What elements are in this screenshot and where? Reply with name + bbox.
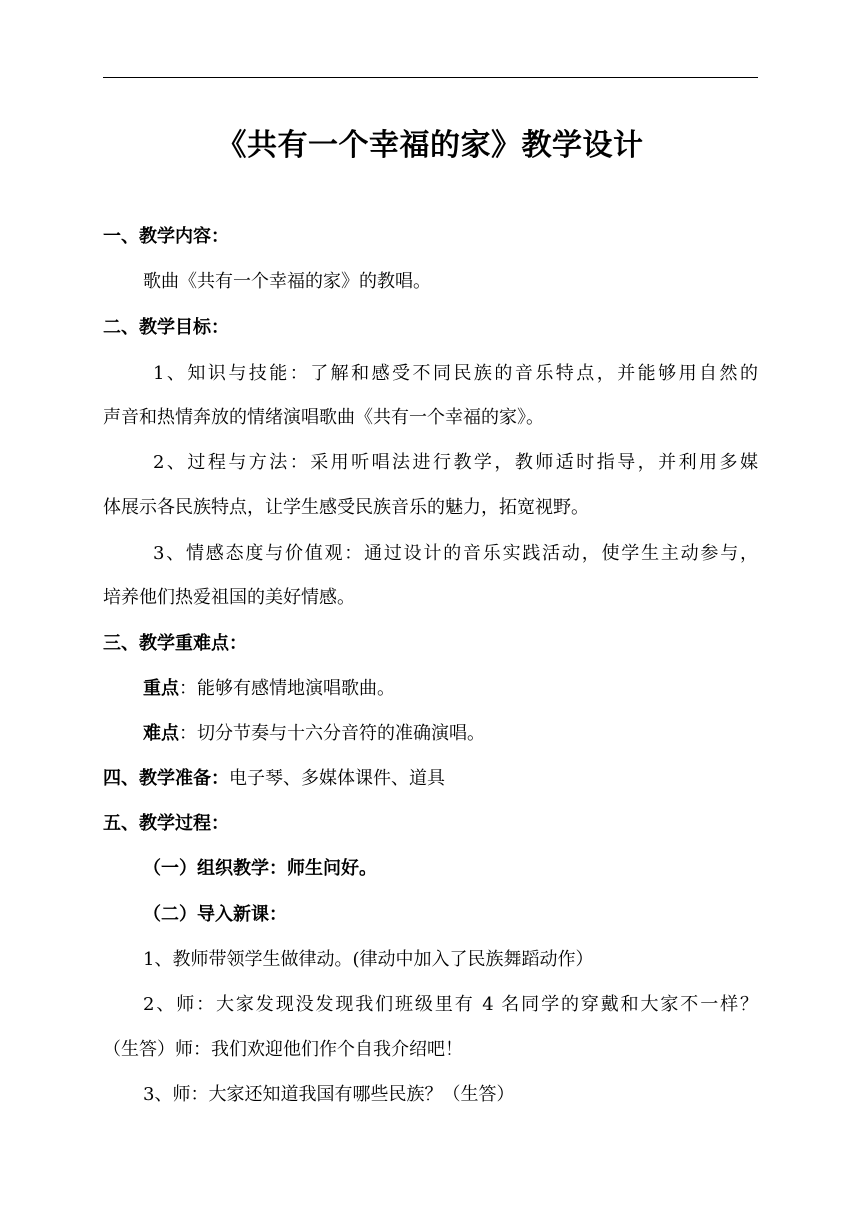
goal-3-line-1: 3、情感态度与价值观：通过设计的音乐实践活动，使学生主动参与， (153, 543, 758, 564)
focus-text: ：能够有感情地演唱歌曲。 (179, 678, 395, 699)
focus-label: 重点 (143, 678, 179, 699)
difficulty-text: ：切分节奏与十六分音符的准确演唱。 (179, 723, 485, 744)
difficulty-line (143, 722, 803, 746)
heading-teaching-goals: 二、教学目标： (103, 317, 229, 338)
preparation-text: 电子琴、多媒体课件、道具 (229, 768, 445, 789)
goal-1-line-1: 1、知识与技能：了解和感受不同民族的音乐特点，并能够用自然的 (153, 363, 758, 384)
heading-teaching-process: 五、教学过程： (103, 813, 229, 834)
goal-3-line-2: 培养他们热爱祖国的美好情感。 (103, 587, 355, 608)
heading-preparation: 四、教学准备： (103, 768, 229, 789)
goal-2-line-1: 2、过程与方法：采用听唱法进行教学，教师适时指导，并利用多媒 (153, 452, 758, 473)
preparation-line (103, 767, 763, 791)
heading-key-points: 三、教学重难点： (103, 633, 247, 654)
goal-2-line-2: 体展示各民族特点，让学生感受民族音乐的魅力，拓宽视野。 (103, 497, 589, 518)
focus-line (143, 677, 803, 701)
process-item-3: 3、师：大家还知道我国有哪些民族？（生答） (143, 1084, 515, 1105)
document-title: 《共有一个幸福的家》教学设计 (216, 128, 644, 163)
header-rule (103, 77, 758, 78)
process-item-1: 1、教师带领学生做律动。(律动中加入了民族舞蹈动作） (143, 949, 594, 970)
process-item-2-line-1: 2、师：大家发现没发现我们班级里有 4 名同学的穿戴和大家不一样？ (143, 994, 758, 1015)
goal-1-line-2: 声音和热情奔放的情绪演唱歌曲《共有一个幸福的家》。 (103, 407, 544, 428)
heading-teaching-content: 一、教学内容： (103, 226, 229, 247)
content-text: 歌曲《共有一个幸福的家》的教唱。 (143, 271, 431, 292)
difficulty-label: 难点 (143, 723, 179, 744)
process-step-2: （二）导入新课： (143, 904, 287, 925)
process-item-2-line-2: （生答）师：我们欢迎他们作个自我介绍吧！ (103, 1039, 463, 1060)
process-step-1: （一）组织教学：师生问好。 (143, 858, 377, 879)
